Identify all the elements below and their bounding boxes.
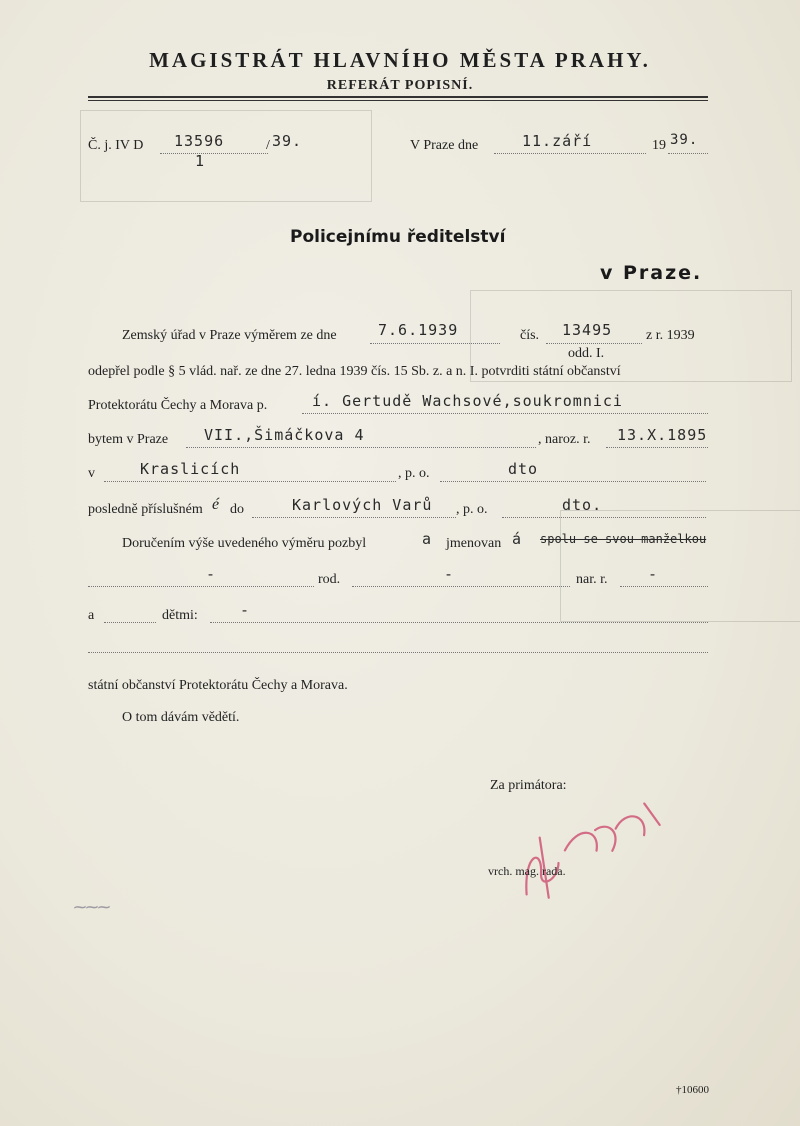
p1-dots-a [370,343,500,344]
p5-value: dto [508,460,539,478]
p9-text-a: a [88,608,95,623]
p7-text-b: jmenovan [446,536,502,551]
signature-for-label: Za primátora: [490,778,567,793]
p9-extra-dots [88,652,708,653]
p8-dots-c [620,586,708,587]
p1-text-c: z r. 1939 [646,328,695,343]
p8-nar: nar. r. [576,572,608,587]
p4-dots-a [186,447,536,448]
p6-dots-b [502,517,706,518]
handwritten-signature [499,788,688,924]
p4-text-b: , naroz. r. [538,432,591,447]
p9-dash: - [240,601,251,619]
faint-stamp-box [80,110,372,202]
birth-date: 13.X.1895 [617,426,708,444]
office-title: MAGISTRÁT HLAVNÍHO MĚSTA PRAHY. [149,48,651,72]
decree-number: 13495 [562,321,613,339]
date-dots [494,153,646,154]
ref-prefix: Č. j. IV D [88,138,144,153]
header-rule-thin [88,100,708,101]
p4-dots-b [606,447,708,448]
bleed-through-mark: ⁓⁓⁓ [74,900,110,914]
p6-value: dto. [562,496,603,514]
p2-text: odepřel podle § 5 vlád. nař. ze dne 27. ledna 1939 čís. 15 Sb. z. a n. I. potvrditi státní občanství [88,364,621,379]
p7-mark2: á [512,530,523,548]
p5-text-a: v [88,466,95,481]
p6-text-b: do [230,502,244,517]
p8-dash1: - [206,565,217,583]
p1-text-a: Zemský úřad v Praze výměrem ze dne [122,328,337,343]
faint-stamp-box-3 [560,510,800,622]
p1-text-b: čís. [520,328,540,343]
p8-dots-b [352,586,570,587]
addressee-line2: v Praze. [600,262,703,284]
p7-text-a: Doručením výše uvedeného výměru pozbyl [122,536,367,551]
p8-dash2: - [444,565,455,583]
birthplace: Kraslicích [140,460,241,478]
address: VII.,Šimáčkova 4 [204,426,365,444]
department: odd. I. [568,346,605,361]
p6-mark: é [212,496,220,513]
p4-text-a: bytem v Praze [88,432,169,447]
person-name: í. Gertudě Wachsové,soukromnici [312,392,623,410]
p3-text: Protektorátu Čechy a Morava p. [88,398,268,413]
decree-date: 7.6.1939 [378,321,459,339]
year-value: 39. [670,132,699,148]
p6-text-c: , p. o. [456,502,488,517]
p5-dots-b [440,481,706,482]
p5-dots-a [104,481,396,482]
p5-text-b: , p. o. [398,466,430,481]
p11-text: O tom dávám vědětí. [122,710,240,725]
signature-scribble-icon [499,788,685,917]
letter-date: 11.září [522,132,593,150]
addressee-line1: Policejnímu ředitelství [290,227,506,247]
signature-title: vrch. mag. rada. [488,864,566,878]
last-place: Karlových Varů [292,496,433,514]
ref-number: 13596 [174,132,225,150]
year-label: 19 [652,138,666,153]
ref-sub: 1 [195,152,206,170]
p7-mark1: a [422,530,433,548]
p8-dash3: - [648,565,659,583]
office-subtitle: REFERÁT POPISNÍ. [326,78,474,93]
p8-rod: rod. [318,572,341,587]
p9-dots-a [104,622,156,623]
p9-text-b: dětmi: [162,608,198,623]
p10-text: státní občanství Protektorátu Čechy a Morava. [88,678,348,693]
p6-text-a: posledně příslušném [88,502,203,517]
p6-dots-a [252,517,456,518]
footer-code: †10600 [676,1084,709,1096]
ref-year-suffix: 39. [272,132,303,150]
p1-dots-b [546,343,642,344]
ref-dots [160,153,268,154]
ref-slash: / [266,138,270,153]
header-rule-thick [88,96,708,98]
p3-dots [302,413,708,414]
p9-dots-b [210,622,708,623]
place-date-label: V Praze dne [410,138,479,153]
p7-struck-text: spolu se svou manželkou [540,532,707,546]
p8-dots-a [88,586,314,587]
year-dots [668,153,708,154]
